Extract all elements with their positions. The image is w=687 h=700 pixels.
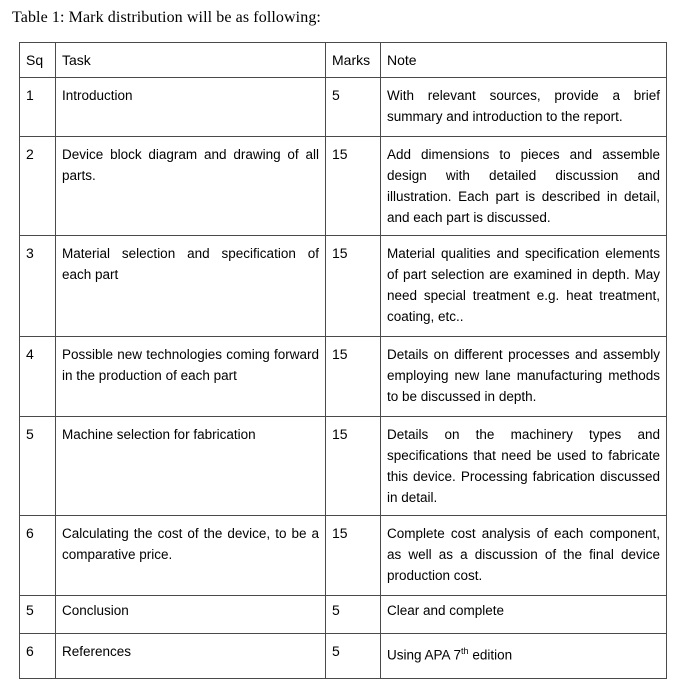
table-row: [20, 417, 667, 516]
cell-task: Machine selection for fabrication: [56, 417, 326, 516]
cell-task: References: [56, 634, 326, 679]
cell-note: Add dimensions to pieces and assemble design with detailed discussion and illustration. Each part is described in detail, and each part is discussed.: [381, 137, 667, 236]
cell-task: Material selection and specification of each part: [56, 236, 326, 337]
table-caption: Table 1: Mark distribution will be as following:: [12, 9, 321, 26]
cell-sq: 1: [20, 78, 56, 137]
cell-marks: 15: [326, 137, 381, 236]
cell-sq: 5: [20, 417, 56, 516]
cell-sq: 4: [20, 337, 56, 417]
cell-note: Details on the machinery types and specifications that need be used to fabricate this device. Processing fabrication discussed in detail.: [381, 417, 667, 516]
cell-sq: 3: [20, 236, 56, 337]
note-suffix: edition: [468, 647, 513, 663]
cell-task: Possible new technologies coming forward in the production of each part: [56, 337, 326, 417]
table-row: [20, 236, 667, 337]
cell-note: With relevant sources, provide a brief summary and introduction to the report.: [381, 78, 667, 137]
cell-note: Details on different processes and assembly employing new lane manufacturing methods to be discussed in depth.: [381, 337, 667, 417]
cell-marks: 5: [326, 78, 381, 137]
header-sq: Sq: [20, 43, 56, 78]
table-row: [20, 634, 667, 679]
cell-sq: 5: [20, 596, 56, 634]
table-header-row: [20, 43, 667, 78]
cell-sq: 6: [20, 516, 56, 596]
cell-sq: 6: [20, 634, 56, 679]
cell-marks: 15: [326, 516, 381, 596]
header-task: Task: [56, 43, 326, 78]
cell-note: Clear and complete: [381, 596, 667, 634]
cell-note: Complete cost analysis of each component, as well as a discussion of the final device production cost.: [381, 516, 667, 596]
cell-marks: 5: [326, 634, 381, 679]
cell-marks: 15: [326, 236, 381, 337]
cell-marks: 15: [326, 337, 381, 417]
table-row: [20, 78, 667, 137]
header-marks: Marks: [326, 43, 381, 78]
table-row: [20, 516, 667, 596]
table-row: [20, 596, 667, 634]
mark-distribution-table: [19, 42, 667, 679]
cell-task: Calculating the cost of the device, to be a comparative price.: [56, 516, 326, 596]
cell-sq: 2: [20, 137, 56, 236]
note-superscript: th: [461, 646, 469, 656]
cell-task: Conclusion: [56, 596, 326, 634]
cell-note: [381, 634, 667, 679]
cell-note: Material qualities and specification elements of part selection are examined in depth. May need special treatment e.g. heat treatment, coating, etc..: [381, 236, 667, 337]
header-note: Note: [381, 43, 667, 78]
cell-task: Introduction: [56, 78, 326, 137]
table-row: [20, 137, 667, 236]
cell-marks: 5: [326, 596, 381, 634]
cell-marks: 15: [326, 417, 381, 516]
table-row: [20, 337, 667, 417]
note-prefix: Using APA 7: [387, 647, 462, 663]
cell-task: Device block diagram and drawing of all parts.: [56, 137, 326, 236]
